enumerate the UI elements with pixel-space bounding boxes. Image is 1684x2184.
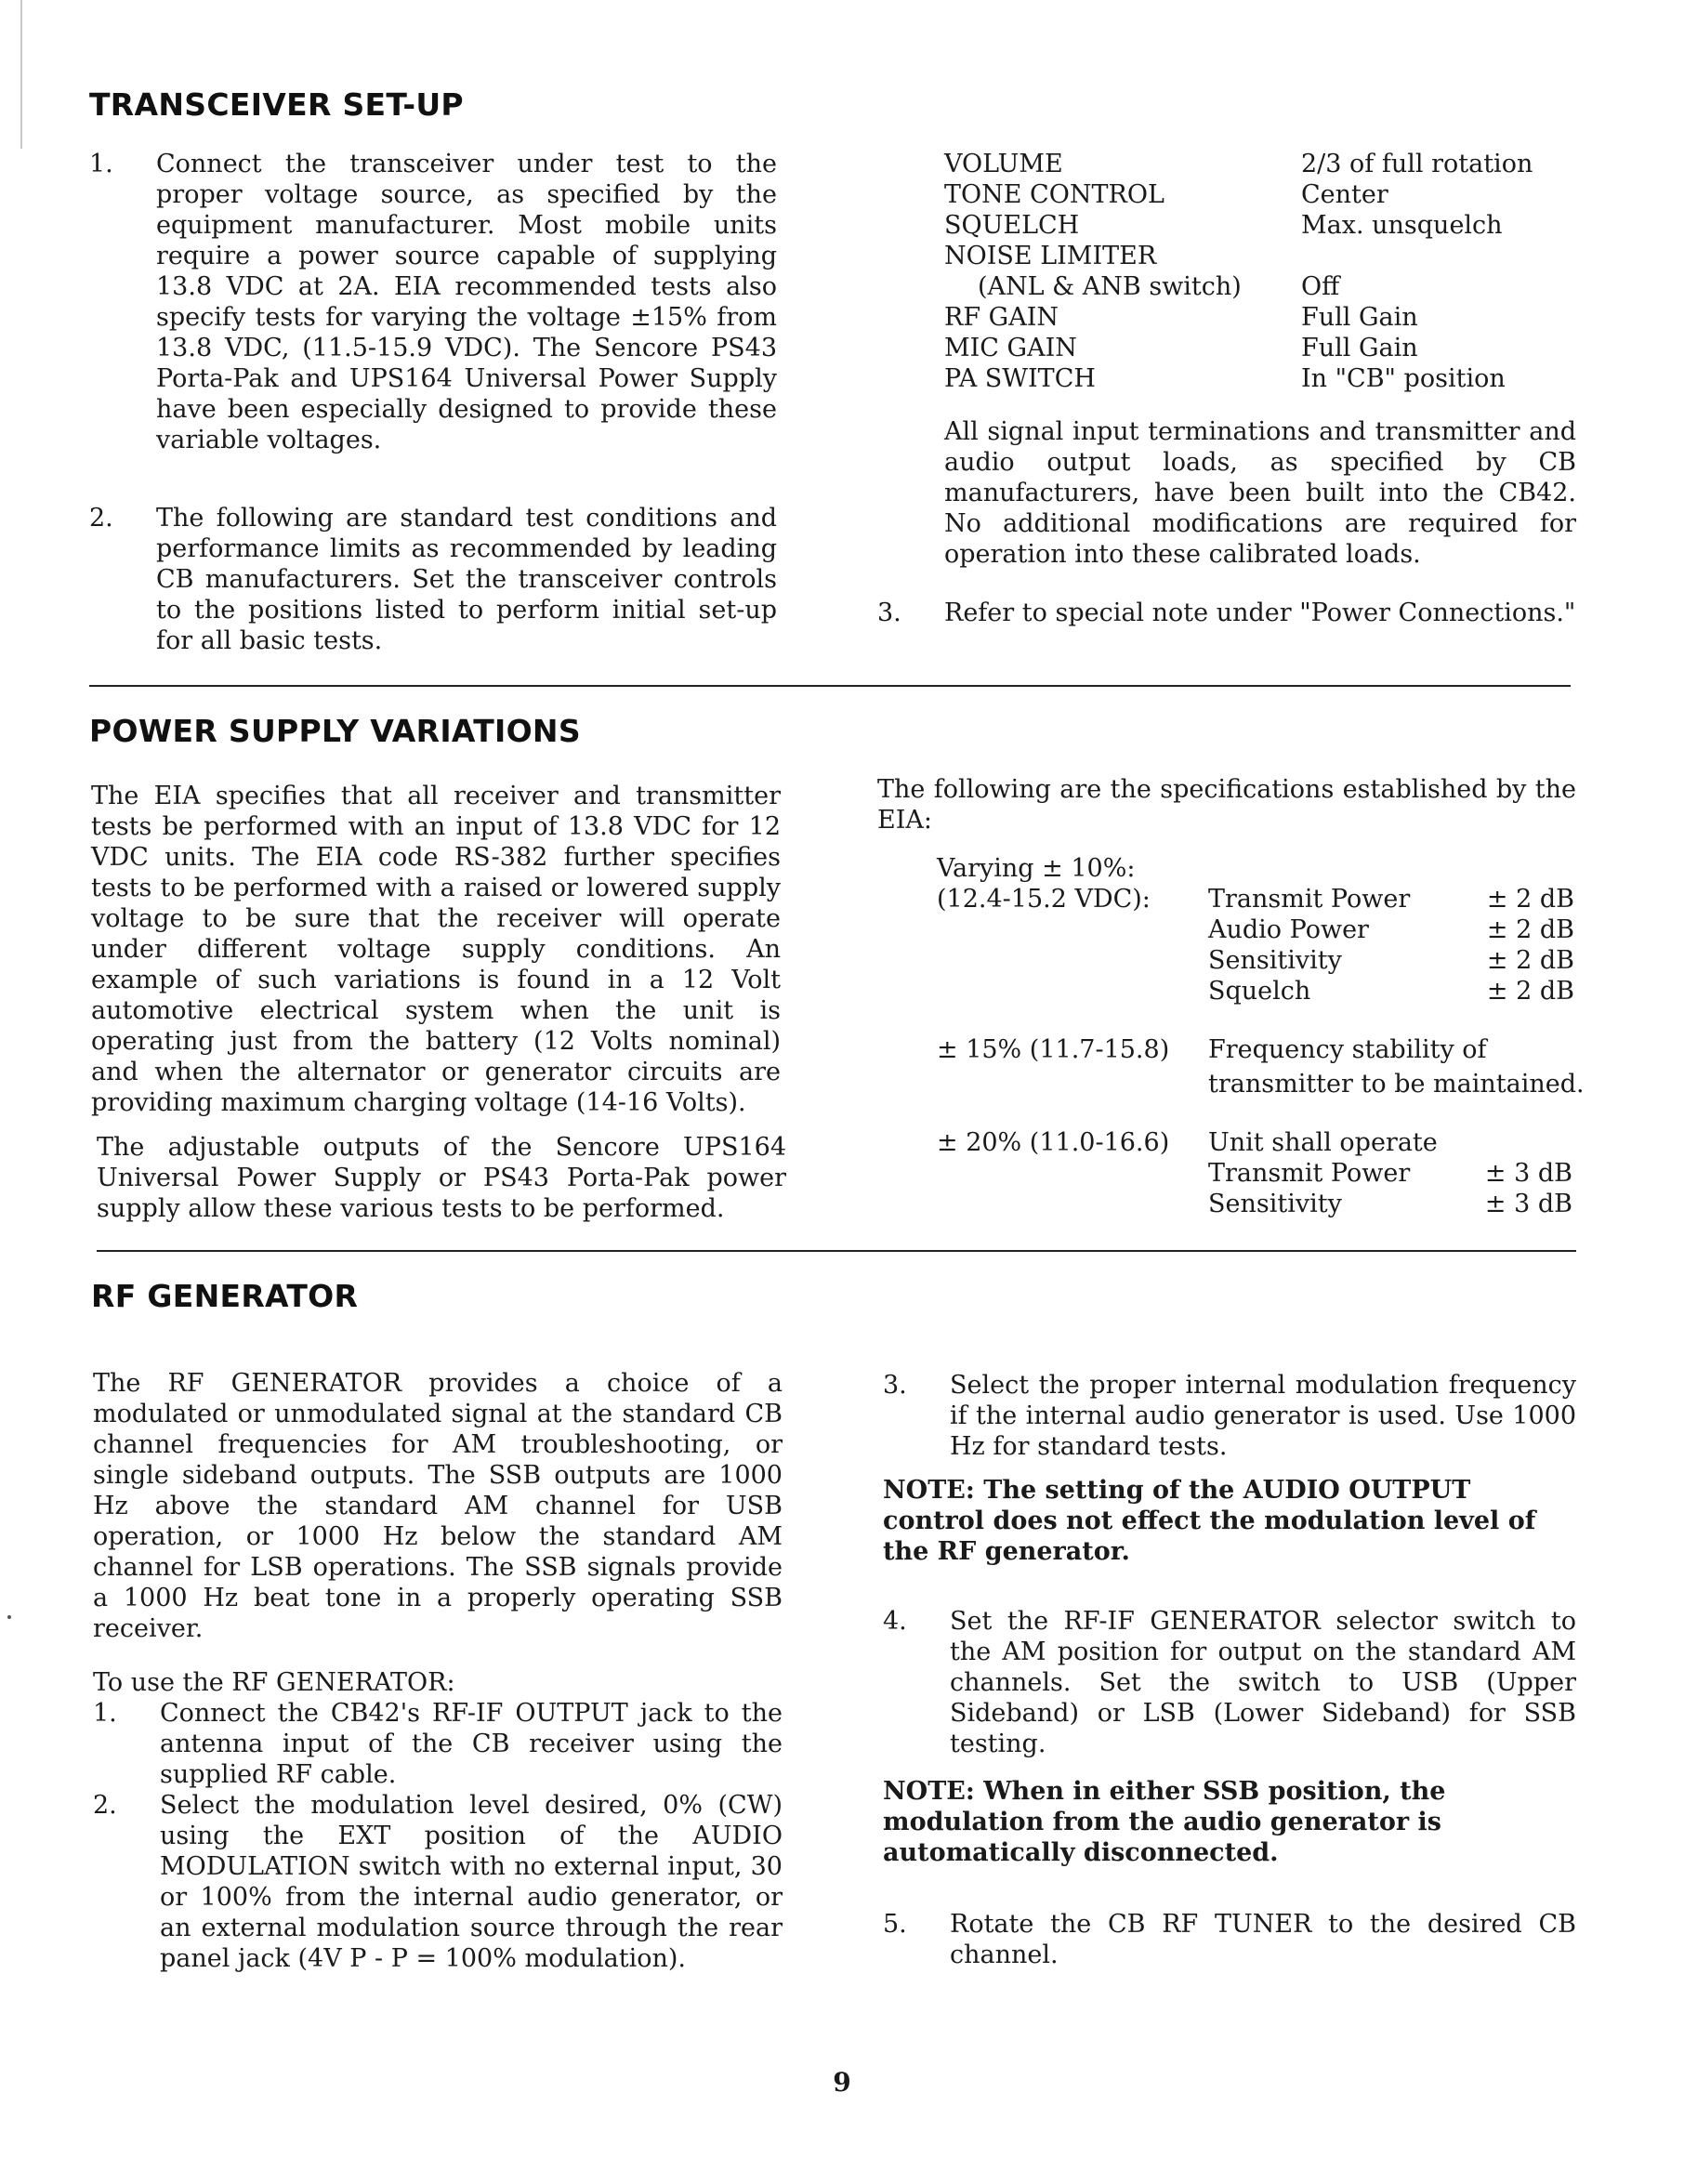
step-text: Refer to special note under "Power Connections." bbox=[944, 599, 1576, 627]
step-text: Connect the transceiver under test to the proper voltage source, as specified by the equipment manufacturer. Most mobile units require a power source capable of supplying 13.8 VDC at 2A. EIA recommended tests also specify tests for varying the voltage ±15% from 13.8 VDC, (11.5-15.9 VDC). The Sencore PS43 Porta-Pak and UPS164 Universal Power Supply have been especially designed to provide these variable voltages. bbox=[156, 150, 777, 454]
spec-text: Frequency stability of bbox=[1208, 1035, 1487, 1064]
control-name: MIC GAIN bbox=[944, 334, 1077, 362]
control-row bbox=[944, 333, 1576, 363]
power-supply-paragraph-2: The adjustable outputs of the Sencore UPS164 Universal Power Supply or PS43 Porta-Pak power supply allow these various tests to be performed. bbox=[97, 1133, 786, 1223]
spec-name: Transmit Power bbox=[1208, 1159, 1411, 1188]
control-row bbox=[944, 271, 1576, 302]
step-number: 1. bbox=[89, 150, 113, 178]
step-number: 2. bbox=[89, 504, 113, 533]
spec-row bbox=[937, 945, 1574, 976]
step-number: 4. bbox=[883, 1607, 907, 1636]
spec-tolerance: ± 3 dB bbox=[1484, 1159, 1572, 1188]
spec-intro: The following are the specifications established by the EIA: bbox=[877, 775, 1576, 835]
control-row bbox=[944, 241, 1576, 271]
control-name: PA SWITCH bbox=[944, 364, 1096, 393]
step-number: 5. bbox=[883, 1910, 907, 1939]
control-row bbox=[944, 302, 1576, 333]
step-number: 2. bbox=[93, 1791, 117, 1820]
spec-group-10-percent bbox=[937, 853, 1574, 1006]
loads-paragraph: All signal input terminations and transmitter and audio output loads, as specified by CB manufacturers, have been built into the CB42. No additional modifications are required for operation into these calibrated loads. bbox=[944, 417, 1576, 569]
step-text: Connect the CB42's RF-IF OUTPUT jack to the antenna input of the CB receiver using the supplied RF cable. bbox=[160, 1699, 783, 1789]
rf-step-4 bbox=[883, 1606, 1576, 1759]
rf-generator-left-column bbox=[93, 1368, 783, 1974]
spec-name: Transmit Power bbox=[1208, 885, 1411, 914]
spec-group-15-percent bbox=[937, 1034, 1587, 1099]
spec-tolerance: ± 3 dB bbox=[1484, 1190, 1572, 1218]
control-setting: In "CB" position bbox=[1301, 364, 1506, 393]
rf-generator-right-column bbox=[883, 1370, 1576, 1970]
control-name: (ANL & ANB switch) bbox=[978, 272, 1242, 301]
spec-tolerance: ± 2 dB bbox=[1486, 977, 1574, 1006]
control-row bbox=[944, 363, 1576, 394]
control-setting: Off bbox=[1301, 272, 1340, 301]
power-supply-paragraph-1: The EIA specifies that all receiver and transmitter tests be performed with an input of 13.8 VDC for 12 VDC units. The EIA code RS-382 further specifies tests to be performed with a raised or lowered supply voltage to be sure that the receiver will operate under different voltage supply conditions. An example of such variations is found in a 12 Volt automotive electrical system when the unit is operating just from the battery (12 Volts nominal) and when the alternator or generator circuits are providing maximum charging voltage (14-16 Volts). bbox=[91, 782, 781, 1117]
spec-row bbox=[937, 884, 1574, 914]
control-setting: Full Gain bbox=[1301, 303, 1418, 332]
section-divider bbox=[97, 1250, 1576, 1252]
spec-row bbox=[937, 976, 1574, 1006]
control-name: NOISE LIMITER bbox=[944, 242, 1157, 270]
rf-step-1 bbox=[93, 1698, 783, 1790]
spec-row bbox=[937, 1158, 1572, 1189]
setup-step-2 bbox=[89, 503, 777, 656]
rf-generator-paragraph: The RF GENERATOR provides a choice of a modulated or unmodulated signal at the standard CB channel frequencies for AM troubleshooting, or single sideband outputs. The SSB outputs are 1000 Hz above the standard AM channel for USB operation, or 1000 Hz below the standard AM channel for LSB operations. The SSB signals provide a 1000 Hz beat tone in a properly operating SSB receiver. bbox=[93, 1369, 783, 1643]
control-name: SQUELCH bbox=[944, 211, 1080, 240]
step-number: 3. bbox=[877, 599, 901, 627]
spec-text: Unit shall operate bbox=[1208, 1128, 1438, 1157]
setup-step-1 bbox=[89, 149, 777, 455]
section-divider bbox=[89, 685, 1571, 687]
spec-label: ± 20% (11.0-16.6) bbox=[937, 1128, 1170, 1157]
step-number: 3. bbox=[883, 1371, 907, 1400]
step-number: 1. bbox=[93, 1699, 117, 1728]
scan-margin-line bbox=[20, 0, 22, 149]
spec-label: Varying ± 10%: bbox=[937, 854, 1136, 883]
control-name: VOLUME bbox=[944, 150, 1063, 178]
spec-name: Sensitivity bbox=[1208, 1190, 1342, 1218]
controls-table bbox=[944, 149, 1576, 394]
spec-row bbox=[937, 1189, 1572, 1219]
spec-row bbox=[937, 914, 1574, 945]
step-text: Select the modulation level desired, 0% (CW) using the EXT position of the AUDIO MODULATION switch with no external input, 30 or 100% from the internal audio generator, or an external modulation source through the rear panel jack (4V P - P = 100% modulation). bbox=[160, 1791, 783, 1973]
transceiver-left-column bbox=[89, 149, 777, 656]
rf-generator-use-intro: To use the RF GENERATOR: bbox=[93, 1668, 455, 1697]
spec-row bbox=[937, 1034, 1587, 1065]
spec-tolerance: ± 2 dB bbox=[1486, 885, 1574, 914]
control-row bbox=[944, 179, 1576, 210]
spec-label: (12.4-15.2 VDC): bbox=[937, 885, 1151, 914]
rf-step-5 bbox=[883, 1909, 1576, 1970]
control-setting bbox=[1301, 241, 1576, 271]
control-setting: Center bbox=[1301, 180, 1388, 209]
step-text: Set the RF-IF GENERATOR selector switch to the AM position for output on the standard AM channels. Set the switch to USB (Upper Sideband) or LSB (Lower Sideband) for SSB testing. bbox=[950, 1607, 1576, 1758]
control-name: TONE CONTROL bbox=[944, 180, 1164, 209]
step-text: The following are standard test conditions and performance limits as recommended by leading CB manufacturers. Set the transceiver controls to the positions listed to perform initial set-up for all basic tests. bbox=[156, 504, 777, 655]
spec-row bbox=[937, 1069, 1587, 1099]
section-heading-rf-generator: RF GENERATOR bbox=[91, 1278, 359, 1314]
control-setting: Max. unsquelch bbox=[1301, 211, 1503, 240]
spec-row bbox=[937, 1127, 1572, 1158]
note-audio-output: NOTE: The setting of the AUDIO OUTPUT control does not effect the modulation level of the RF generator. bbox=[883, 1476, 1536, 1566]
section-heading-transceiver-setup: TRANSCEIVER SET-UP bbox=[89, 86, 464, 123]
rf-step-3 bbox=[883, 1370, 1576, 1462]
spec-name: Audio Power bbox=[1208, 915, 1369, 944]
scan-speck bbox=[7, 1615, 11, 1619]
section-heading-power-supply: POWER SUPPLY VARIATIONS bbox=[89, 713, 581, 749]
note-ssb-position: NOTE: When in either SSB position, the modulation from the audio generator is automatically disconnected. bbox=[883, 1777, 1446, 1867]
spec-tolerance: ± 2 dB bbox=[1486, 915, 1574, 944]
control-row bbox=[944, 210, 1576, 241]
control-name: RF GAIN bbox=[944, 303, 1059, 332]
step-text: Select the proper internal modulation frequency if the internal audio generator is used. Use 1000 Hz for standard tests. bbox=[950, 1371, 1576, 1461]
spec-name: Sensitivity bbox=[1208, 946, 1342, 975]
control-setting: Full Gain bbox=[1301, 334, 1418, 362]
step-text: Rotate the CB RF TUNER to the desired CB channel. bbox=[950, 1910, 1576, 1969]
spec-name: Squelch bbox=[1208, 977, 1311, 1006]
spec-text: transmitter to be maintained. bbox=[1208, 1070, 1585, 1099]
control-setting: 2/3 of full rotation bbox=[1301, 150, 1533, 178]
step-body bbox=[877, 598, 1576, 628]
control-row bbox=[944, 149, 1576, 179]
spec-tolerance: ± 2 dB bbox=[1486, 946, 1574, 975]
spec-group-20-percent bbox=[937, 1127, 1572, 1219]
rf-step-2 bbox=[93, 1790, 783, 1974]
spec-label: ± 15% (11.7-15.8) bbox=[937, 1035, 1170, 1064]
page-number: 9 bbox=[833, 2067, 851, 2098]
setup-step-3 bbox=[877, 598, 1576, 628]
